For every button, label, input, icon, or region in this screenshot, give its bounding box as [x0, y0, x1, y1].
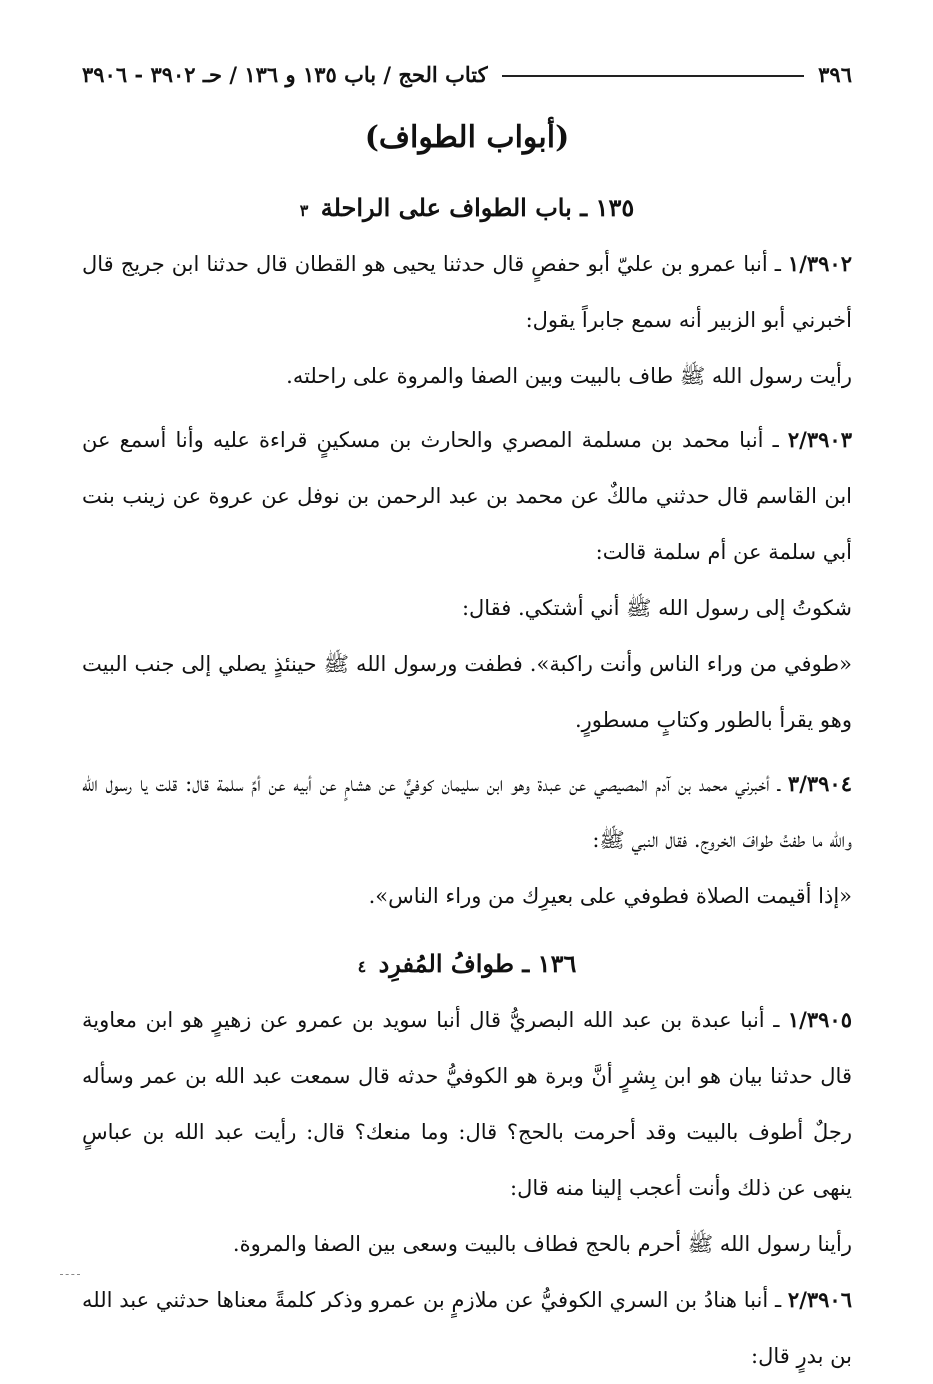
hadith-number: ١/٣٩٠٢ — [787, 251, 852, 276]
chapter-title — [82, 944, 852, 984]
hadith-quote: رأيت رسول الله ﷺ طاف بالبيت وبين الصفا والمروة على راحلته. — [286, 364, 852, 388]
hadith-number: ٣/٣٩٠٤ — [787, 771, 852, 796]
hadith-text: ـ أنبا عمرو بن عليّ أبو حفصٍ قال حدثنا يحيى هو القطان قال حدثنا ابن جريج قال أخبرني أبو الزبير أنه سمع جابراً يقول: — [82, 252, 852, 332]
hadith-paragraph — [82, 236, 852, 348]
page-number: ٣٩٦ — [818, 61, 852, 87]
hadith-paragraph — [82, 1272, 852, 1384]
hadith-paragraph — [82, 992, 852, 1216]
hadith-number: ٢/٣٩٠٦ — [787, 1287, 852, 1312]
chapter-title-text: ١٣٦ ـ طوافُ المُفرِد — [378, 949, 577, 978]
hadith-text: ـ أخبرني محمد بن آدم المصيصي عن عبدة وهو ابن سليمان كوفيٌّ عن هشامٍ عن أبيه عن أمِّ سلمة قال: قلت يا رسول الله والله ما طفتُ طوافَ الخروج. فقال النبي ﷺ: — [82, 772, 852, 852]
hadith-paragraph — [82, 412, 852, 580]
hadith-quote: «طوفي من وراء الناس وأنت راكبة». فطفت ورسول الله ﷺ حينئذٍ يصلي إلى جنب البيت وهو يقرأ بالطور وكتابٍ مسطورٍ. — [82, 652, 852, 732]
footnote-marker: ٤ — [357, 957, 367, 976]
book-page — [82, 54, 852, 1368]
hadith-text: ـ أنبا هنادُ بن السري الكوفيُّ عن ملازمٍ بن عمرو وذكر كلمةً معناها حدثني عبد الله بن بدرٍ قال: — [82, 1288, 852, 1368]
hadith-quote: «إذا أقيمت الصلاة فطوفي على بعيرِك من وراء الناس». — [368, 884, 852, 908]
section-title: (أبواب الطواف) — [364, 120, 570, 155]
hadith-number: ١/٣٩٠٥ — [787, 1007, 852, 1032]
footnote-marker: ٣ — [299, 201, 309, 220]
hadith-paragraph — [82, 756, 852, 868]
hadith-text: ـ أنبا محمد بن مسلمة المصري والحارث بن مسكينٍ قراءة عليه وأنا أسمع عن ابن القاسم قال حدثني مالكٌ عن محمد بن عبد الرحمن بن نوفل عن عروة عن زينب بنت أبي سلمة عن أم سلمة قالت: — [82, 428, 852, 564]
header-rule — [502, 75, 805, 77]
hadith-quote: شكوتُ إلى رسول الله ﷺ أني أشتكي. فقال: — [461, 596, 852, 620]
hadith-quote: رأينا رسول الله ﷺ أحرم بالحج فطاف بالبيت وسعى بين الصفا والمروة. — [232, 1232, 852, 1256]
hadith-number: ٢/٣٩٠٣ — [787, 427, 852, 452]
chapter-title-text: ١٣٥ ـ باب الطواف على الراحلة — [320, 193, 635, 222]
hadith-text: ـ أنبا عبدة بن عبد الله البصريُّ قال أنبا سويد بن عمرو عن زهيرٍ هو ابن معاوية قال حدثنا بيان هو ابن بِشرٍ أنَّ وبرة هو الكوفيُّ حدثه قال سمعت عبد الله بن عمر وسأله رجلٌ أطوف بالبيت وقد أحرمت بالحج؟ قال: وما منعك؟ قال: رأيت عبد الله بن عباسٍ ينهى عن ذلك وأنت أعجب إلينا منه قال: — [82, 1008, 852, 1200]
running-title: كتاب الحج / باب ١٣٥ و ١٣٦ / حـ ٣٩٠٢ - ٣٩٠٦ — [82, 61, 488, 87]
margin-mark — [60, 1274, 80, 1275]
chapter-title — [82, 188, 852, 228]
page-header — [82, 54, 852, 94]
